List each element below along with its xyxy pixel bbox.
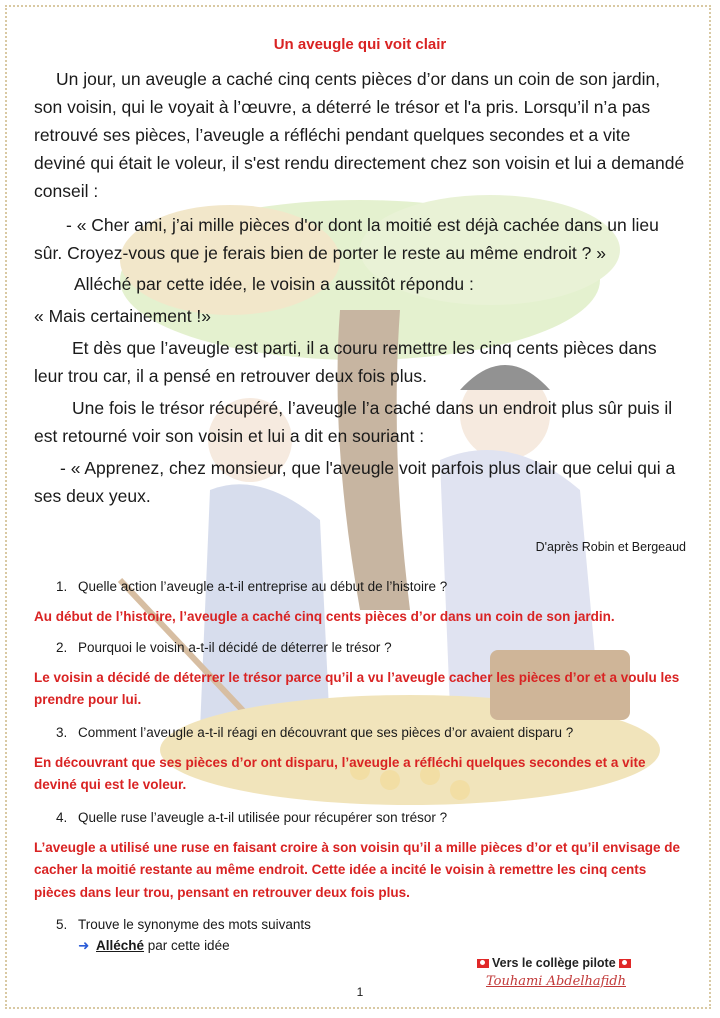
story-paragraph-7: - « Apprenez, chez monsieur, que l'aveugle voit parfois plus clair que celui qui a ses deux yeux. xyxy=(34,458,676,506)
flag-icon xyxy=(477,959,489,968)
author-signature: Touhami Abdelhafidh xyxy=(486,974,626,989)
story-paragraph-3: Alléché par cette idée, le voisin a aussitôt répondu : xyxy=(74,274,474,294)
answer-2: Le voisin a décidé de déterrer le trésor parce qu’il a vu l’aveugle cacher les pièces d’or et a voulu les prendre pour lui. xyxy=(34,669,680,707)
source-citation: D'après Robin et Bergeaud xyxy=(535,540,686,554)
answer-3: En découvrant que ses pièces d’or ont disparu, l’aveugle a réfléchi quelques secondes et a vite deviné qui est le voleur. xyxy=(34,754,646,792)
answer-4: L’aveugle a utilisé une ruse en faisant croire à son voisin qu’il a mille pièces d’or et qu’il envisage de cacher la moitié restante au même endroit. Cette idée a incité le voisin à remettre les cinq cents pièces dans leur trou, pensant en retrouver deux fois plus. xyxy=(34,839,680,900)
arrow-bullet-icon: ➜ xyxy=(78,938,90,953)
story-paragraph-2: - « Cher ami, j’ai mille pièces d'or dont la moitié est déjà cachée dans un lieu sûr. Croyez-vous que je ferais bien de porter le reste au même endroit ? » xyxy=(34,215,659,263)
question-2: 2. Pourquoi le voisin a-t-il décidé de déterrer le trésor ? xyxy=(56,639,392,655)
questions-section xyxy=(34,576,686,956)
answer-1: Au début de l’histoire, l’aveugle a caché cinq cents pièces d’or dans un coin de son jardin. xyxy=(34,609,615,624)
vocab-item: ➜ Alléché par cette idée xyxy=(78,936,686,956)
flag-icon xyxy=(619,959,631,968)
vocab-word: Alléché xyxy=(96,938,145,953)
question-1: 1. Quelle action l’aveugle a-t-il entreprise au début de l’histoire ? xyxy=(56,579,448,594)
question-5: 5. Trouve le synonyme des mots suivants xyxy=(56,917,311,932)
brand-label: Vers le collège pilote xyxy=(474,956,634,970)
story-text xyxy=(34,65,686,510)
story-paragraph-6: Une fois le trésor récupéré, l’aveugle l’a caché dans un endroit plus sûr puis il est retourné voir son voisin et lui a dit en souriant : xyxy=(34,398,673,446)
story-paragraph-4: « Mais certainement !» xyxy=(34,306,212,326)
story-paragraph-1: Un jour, un aveugle a caché cinq cents pièces d’or dans un coin de son jardin, son voisin, qui le voyait à l’œuvre, a déterré le trésor et l'a pris. Lorsqu’il n’a pas retrouvé ses pièces, l’aveugle a réfléchi pendant quelques secondes et a vite deviné qui était le voleur, il s'est rendu directement chez son voisin et lui a demandé conseil : xyxy=(34,69,685,201)
page-number: 1 xyxy=(356,985,364,999)
question-3: 3. Comment l’aveugle a-t-il réagi en découvrant que ses pièces d’or avaient disparu ? xyxy=(56,724,574,740)
story-paragraph-5: Et dès que l’aveugle est parti, il a couru remettre les cinq cents pièces dans leur trou car, il a pensé en retrouver deux fois plus. xyxy=(34,338,657,386)
document-title: Un aveugle qui voit clair xyxy=(273,36,447,53)
question-4: 4. Quelle ruse l’aveugle a-t-il utilisée pour récupérer son trésor ? xyxy=(56,809,448,825)
